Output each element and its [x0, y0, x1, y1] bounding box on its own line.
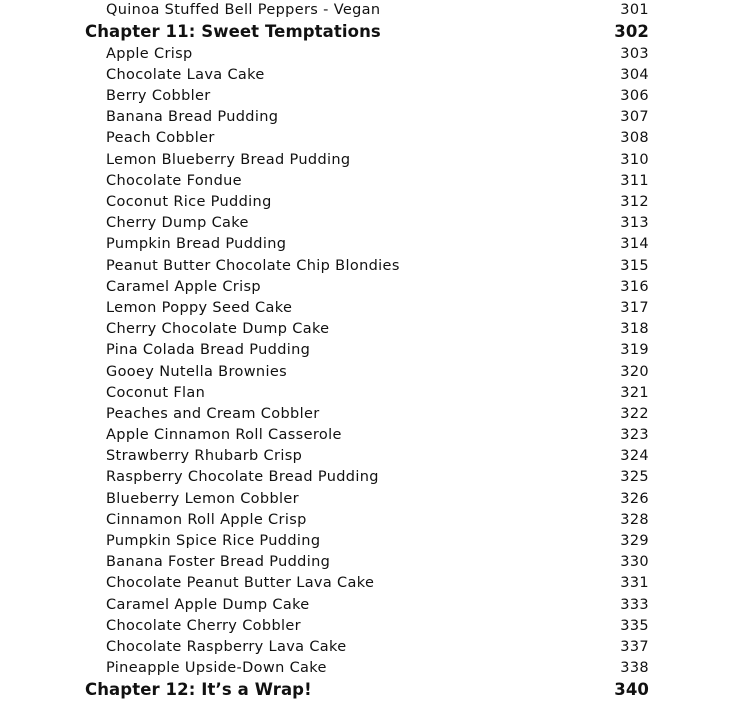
- entry-title: Chocolate Lava Cake: [106, 66, 265, 83]
- toc-entry[interactable]: [0, 298, 735, 319]
- entry-title: Pineapple Upside-Down Cake: [106, 660, 327, 677]
- page-number: 331: [620, 575, 649, 592]
- entry-title: Cinnamon Roll Apple Crisp: [106, 511, 307, 528]
- entry-title: Lemon Poppy Seed Cake: [106, 299, 293, 316]
- toc-entry[interactable]: [0, 531, 735, 552]
- entry-title: Lemon Blueberry Bread Pudding: [106, 151, 351, 168]
- toc-entry[interactable]: [0, 256, 735, 277]
- entry-title: Coconut Rice Pudding: [106, 194, 272, 210]
- page-number: 324: [620, 448, 649, 465]
- toc-entry[interactable]: [0, 489, 735, 510]
- toc-entry[interactable]: [0, 467, 735, 488]
- entry-title: Banana Foster Bread Pudding: [106, 554, 331, 571]
- entry-title: Quinoa Stuffed Bell Peppers - Vegan: [106, 2, 381, 18]
- entry-title: Coconut Flan: [106, 384, 206, 401]
- page-number: 318: [620, 321, 649, 338]
- toc-entry[interactable]: [0, 277, 735, 298]
- page-number: 304: [620, 66, 649, 83]
- toc-chapter-heading[interactable]: [0, 679, 735, 702]
- page-number: 340: [614, 680, 649, 700]
- page-number: 319: [620, 342, 649, 359]
- page-number: 310: [620, 151, 649, 168]
- entry-title: Pumpkin Bread Pudding: [106, 236, 287, 253]
- page-number: 308: [620, 130, 649, 147]
- entry-title: Blueberry Lemon Cobbler: [106, 490, 299, 507]
- entry-title: Cherry Chocolate Dump Cake: [106, 321, 330, 338]
- toc-entry[interactable]: [0, 404, 735, 425]
- chapter-title: Chapter 12: It’s a Wrap!: [85, 680, 312, 700]
- toc-entry[interactable]: [0, 150, 735, 171]
- toc-entry[interactable]: [0, 171, 735, 192]
- entry-title: Pina Colada Bread Pudding: [106, 342, 311, 359]
- toc-entry[interactable]: [0, 65, 735, 86]
- toc-entry[interactable]: [0, 128, 735, 149]
- page-number: 306: [620, 88, 649, 105]
- entry-title: Cherry Dump Cake: [106, 215, 249, 232]
- entry-title: Chocolate Raspberry Lava Cake: [106, 638, 347, 655]
- toc-entry[interactable]: [0, 86, 735, 107]
- toc-entry[interactable]: [0, 340, 735, 361]
- toc-entry[interactable]: [0, 319, 735, 340]
- toc-entry[interactable]: [0, 425, 735, 446]
- page-number: 333: [620, 596, 649, 613]
- toc-entry[interactable]: [0, 552, 735, 573]
- page-number: 302: [614, 22, 649, 42]
- toc-entry[interactable]: [0, 234, 735, 255]
- entry-title: Apple Crisp: [106, 45, 193, 62]
- toc-entry[interactable]: [0, 510, 735, 531]
- page-number: 311: [620, 172, 649, 189]
- toc-entry[interactable]: [0, 573, 735, 594]
- entry-title: Banana Bread Pudding: [106, 109, 279, 126]
- toc-entry[interactable]: [0, 595, 735, 616]
- toc-entry[interactable]: [0, 362, 735, 383]
- toc-entry[interactable]: [0, 44, 735, 65]
- page-number: 303: [620, 45, 649, 62]
- entry-title: Peanut Butter Chocolate Chip Blondies: [106, 257, 400, 274]
- toc-chapter-heading[interactable]: [0, 21, 735, 44]
- page-number: 338: [620, 660, 649, 677]
- page-number: 317: [620, 299, 649, 316]
- page-number: 326: [620, 490, 649, 507]
- page-number: 315: [620, 257, 649, 274]
- page-number: 329: [620, 533, 649, 549]
- entry-title: Raspberry Chocolate Bread Pudding: [106, 469, 379, 486]
- toc-entry[interactable]: [0, 192, 735, 213]
- toc-entry[interactable]: [0, 616, 735, 637]
- page-number: 335: [620, 617, 649, 634]
- page-number: 320: [620, 363, 649, 380]
- toc-entry[interactable]: [0, 0, 735, 21]
- entry-title: Peaches and Cream Cobbler: [106, 405, 320, 422]
- page-number: 322: [620, 405, 649, 422]
- page-number: 325: [620, 469, 649, 486]
- toc-entry[interactable]: [0, 107, 735, 128]
- page-number: 307: [620, 109, 649, 126]
- page-number: 301: [620, 2, 649, 18]
- page-number: 330: [620, 554, 649, 571]
- page-number: 328: [620, 511, 649, 528]
- entry-title: Chocolate Fondue: [106, 172, 242, 189]
- page-number: 337: [620, 638, 649, 655]
- page-number: 316: [620, 278, 649, 295]
- entry-title: Berry Cobbler: [106, 88, 211, 105]
- entry-title: Apple Cinnamon Roll Casserole: [106, 427, 342, 444]
- page-number: 323: [620, 427, 649, 444]
- toc-entry[interactable]: [0, 213, 735, 234]
- entry-title: Strawberry Rhubarb Crisp: [106, 448, 303, 465]
- entry-title: Chocolate Peanut Butter Lava Cake: [106, 575, 375, 592]
- page-number: 313: [620, 215, 649, 232]
- entry-title: Caramel Apple Dump Cake: [106, 596, 310, 613]
- page-number: 321: [620, 384, 649, 401]
- entry-title: Pumpkin Spice Rice Pudding: [106, 533, 321, 549]
- page-number: 312: [620, 194, 649, 210]
- entry-title: Caramel Apple Crisp: [106, 278, 261, 295]
- toc-entry[interactable]: [0, 637, 735, 658]
- entry-title: Chocolate Cherry Cobbler: [106, 617, 301, 634]
- entry-title: Gooey Nutella Brownies: [106, 363, 287, 380]
- entry-title: Peach Cobbler: [106, 130, 215, 147]
- toc-entry[interactable]: [0, 658, 735, 679]
- page-number: 314: [620, 236, 649, 253]
- toc-entry[interactable]: [0, 383, 735, 404]
- chapter-title: Chapter 11: Sweet Temptations: [85, 22, 381, 42]
- toc-entry[interactable]: [0, 446, 735, 467]
